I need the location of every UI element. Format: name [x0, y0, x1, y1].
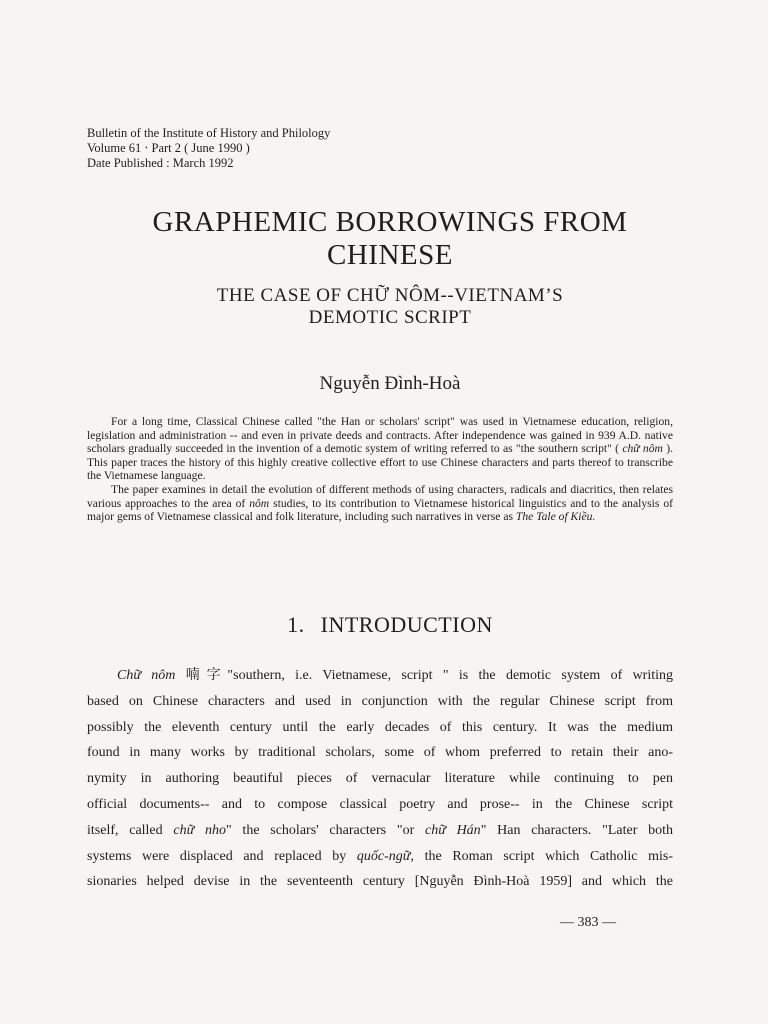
body-line: nymity in authoring beautiful pieces of vernacular literature while continuing to pen — [87, 771, 673, 787]
author-name: Nguyễn Đình-Hoà — [319, 373, 461, 394]
title-line-1: GRAPHEMIC BORROWINGS FROM — [152, 206, 628, 238]
abstract-italic: chữ nôm — [622, 442, 663, 456]
abstract — [87, 415, 673, 524]
abstract-text: studies, to its contribution to Vietnamese historical linguistics and to the analysis of major gems of Vietnamese classical and folk literature, including such narratives in verse as — [87, 496, 674, 524]
title-line-2: CHINESE — [327, 239, 453, 271]
section-number: 1. — [287, 612, 305, 637]
body-span: the Roman script which Catholic mis- — [424, 848, 674, 864]
body-line: possibly the eleventh century until the early decades of this century. It was the medium — [87, 719, 673, 735]
abstract-text: The paper examines in detail the evolution of different methods of using characters, radicals and diacritics, then relates various approaches to the area of — [87, 482, 673, 510]
italic-term: chữ nho — [173, 822, 226, 838]
publication-date: Date Published : March 1992 — [87, 156, 234, 170]
volume-info: Volume 61 ‧ Part 2 ( June 1990 ) — [87, 141, 250, 155]
subtitle-line-1: THE CASE OF CHỮ NÔM--VIETNAM’S — [216, 285, 564, 306]
abstract-paragraph-2 — [87, 483, 673, 524]
body-span: systems were displaced and replaced by — [87, 848, 347, 864]
section-title: INTRODUCTION — [320, 612, 493, 637]
italic-term: chữ Hán — [424, 822, 481, 838]
body-line — [87, 663, 673, 689]
body-line: based on Chinese characters and used in conjunction with the regular Chinese script from — [87, 693, 673, 709]
body-text — [87, 663, 673, 895]
abstract-text: ). This paper traces the history of this highly creative collective effort to use Chinese characters and parts thereof to transcribe the Vietnamese language. — [87, 442, 673, 483]
abstract-paragraph-1 — [87, 415, 673, 483]
body-line — [87, 844, 673, 870]
subtitle-line-2: DEMOTIC SCRIPT — [308, 307, 472, 328]
abstract-italic: nôm — [249, 496, 270, 510]
page-number: — 383 — — [560, 915, 616, 930]
body-line: official documents-- and to compose classical poetry and prose-- in the Chinese script — [87, 796, 673, 812]
italic-term: quốc-ngữ, — [356, 848, 414, 864]
body-line — [87, 818, 673, 844]
italic-term: Chữ nôm — [117, 668, 176, 683]
hanzi-term: 喃字 — [185, 668, 228, 683]
abstract-italic: The Tale of Kiều. — [515, 510, 596, 524]
body-line: sionaries helped devise in the seventeenth century [Nguyễn Đình-Hoà 1959] and which the — [87, 874, 673, 890]
body-span: " the scholars' characters "or — [225, 822, 415, 838]
publication-info — [87, 126, 330, 171]
section-heading — [40, 611, 740, 639]
paper-subtitle — [40, 285, 740, 329]
journal-name: Bulletin of the Institute of History and Philology — [87, 126, 331, 140]
body-line: found in many works by traditional scholars, some of whom preferred to retain their ano- — [87, 745, 673, 761]
body-span: itself, called — [87, 822, 163, 838]
body-span: " Han characters. "Later both — [480, 822, 674, 838]
paper-title — [40, 206, 740, 272]
body-span: "southern, i.e. Vietnamese, script " is the demotic system of writing — [227, 668, 674, 683]
abstract-text: For a long time, Classical Chinese called "the Han or scholars' script" was used in Vietnamese education, religion, legislation and administration -- and even in private deeds and contracts. After independence was gained in 939 A.D. native scholars gradually succeeded in the invention of a demotic system of writing referred to as "the southern script" ( — [87, 415, 673, 456]
